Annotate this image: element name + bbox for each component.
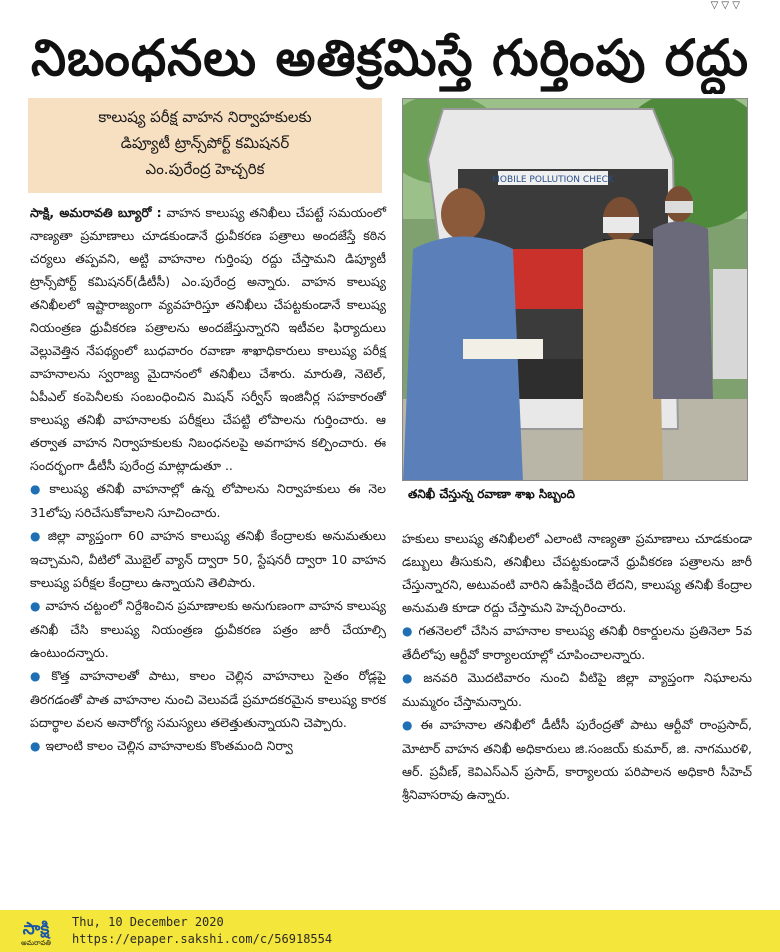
bullet-dot-icon: ● <box>30 529 43 543</box>
article-headline: నిబంధనలు అతిక్రమిస్తే గుర్తింపు రద్దు <box>30 29 750 87</box>
bullet-text: కాలుష్య తనిఖీ వాహనాల్లో ఉన్న లోపాలను నిర్వాహకులు ఈ నెల 31లోపు సరిచేసుకోవాలని సూచించారు. <box>30 481 386 520</box>
bullet-item <box>30 524 386 594</box>
bullet-text: ఈ వాహనాల తనిఖీలో డీటీసీ పురేంద్రతో పాటు ఆర్టీవో రాంప్రసాద్, మోటార్ వాహన తనిఖీ అధికారులు జి.సంజయ్ కుమార్, జి. నాగమురళి, ఆర్. ప్రవీణ్, కెవిఎస్ఎన్ ప్రసాద్, కార్యాలయ పరిపాలన అధికారి సీహెచ్ శ్రీనివాసరావు ఉన్నారు. <box>402 717 752 802</box>
deck-line-2: డిప్యూటీ ట్రాన్స్‌పోర్ట్ కమిషనర్ <box>120 134 290 152</box>
bullet-text: కొత్త వాహనాలతో పాటు, కాలం చెల్లిన వాహనాలు సైతం రోడ్లపై తిరగడంతో పాత వాహనాల నుంచి వెలువడే ప్రమాదకరమైన కాలుష్య కారక పదార్థాల వలన అనారోగ్య సమస్యలు తలెత్తుతున్నాయని చెప్పారు. <box>30 668 386 730</box>
logo-text: సాక్షి <box>22 919 50 939</box>
inspection-photo-illustration <box>403 99 748 481</box>
sakshi-logo-icon[interactable] <box>8 914 64 948</box>
bullet-item <box>30 594 386 664</box>
dateline: సాక్షి, అమరావతి బ్యూరో : <box>30 205 162 220</box>
intro-paragraph <box>30 201 386 477</box>
bullet-dot-icon: ● <box>30 669 47 683</box>
bullet-dot-icon: ● <box>30 482 45 496</box>
bullet-dot-icon: ● <box>30 599 41 613</box>
article-deck <box>28 98 382 193</box>
bullet-item <box>402 713 752 806</box>
photo-caption: తనిఖీ చేస్తున్న రవాణా శాఖ సిబ్బంది <box>408 487 575 501</box>
bullet-text: గతనెలలో చేసిన వాహనాల కాలుష్య తనిఖీ రికార్డులను ప్రతినెలా 5వ తేదీలోపు ఆర్టీవో కార్యాలయాల్లో చూపించాలన్నారు. <box>402 623 752 662</box>
article-column-1 <box>30 201 386 758</box>
bullet-item <box>30 477 386 524</box>
continuation-paragraph: హకులు కాలుష్య తనిఖీలలో ఎలాంటి నాణ్యతా ప్రమాణాలు చూడకుండా డబ్బులు తీసుకుని, తనిఖీలు చేపట్టకుండానే ధ్రువీకరణ పత్రాలను జారీ చేస్తున్నారని, అటువంటి వారిని ఉపేక్షించేది లేదని, కాలుష్య తనిఖీ కేంద్రాల అనుమతి కూడా రద్దు చేస్తామని హెచ్చరించారు. <box>402 531 752 615</box>
article-photo <box>402 98 748 481</box>
bullet-text: వాహన చట్టంలో నిర్దేశించిన ప్రమాణాలకు అనుగుణంగా వాహన కాలుష్య తనిఖీ చేసి కాలుష్య నియంత్రణ ధ్రువీకరణ పత్రం జారీ చేయాల్సి ఉంటుందన్నారు. <box>30 598 386 660</box>
bullet-item <box>402 666 752 713</box>
intro-text: వాహన కాలుష్య తనిఖీలు చేపట్టే సమయంలో నాణ్యతా ప్రమాణాలు చూడకుండానే ధ్రువీకరణ పత్రాలు అందజేస్తే కఠిన చర్యలు తప్పవని, అట్టి వాహనాల గుర్తింపు రద్దు చేస్తామని డిప్యూటీ ట్రాన్స్‌పోర్ట్ కమిషనర్(డీటీసీ) ఎం.పురేంద్ర అన్నారు. వాహన కాలుష్య తనిఖీలలో ఇష్టారాజ్యంగా వ్యవహరిస్తూ తనిఖీలు చేపట్టకుండానే కాలుష్య నియంత్రణ ధ్రువీకరణ పత్రాలను అందజేస్తున్నారని ఇటీవల ఫిర్యాదులు వెల్లువెత్తిన నేపథ్యంలో బుధవారం రవాణా శాఖాధికారులు కాలుష్య పరీక్ష వాహనాలను స్వరాజ్య మైదానంలో తనిఖీలు చేశారు. మారుతి, నెటెల్, ఏపీఎల్ కంపెనీలకు సంబంధించిన మిషన్ సర్వీస్ ఇంజినీర్ల సహకారంతో కాలుష్య తనిఖీ వాహనాలకు పరీక్షలు చేపట్టి లోపాలను గుర్తించారు. ఆ తర్వాత వాహన నిర్వాహకులకు నిబంధనలపై అవగాహన కల్పించారు. ఈ సందర్భంగా డీటీసీ పురేంద్ర మాట్లాడుతూ .. <box>30 205 386 473</box>
deck-line-1: కాలుష్య పరీక్ష వాహన నిర్వాహకులకు <box>98 108 312 126</box>
article-column-2 <box>402 527 752 806</box>
bullet-dot-icon: ● <box>402 718 416 732</box>
deck-line-3: ఎం.పురేంద్ర హెచ్చరిక <box>145 160 265 178</box>
bullet-text: జిల్లా వ్యాప్తంగా 60 వాహన కాలుష్య తనిఖీ కేంద్రాలకు అనుమతులు ఇచ్చామని, వీటిలో మొబైల్ వ్యాన్ ద్వారా 50, స్టేషనరీ ద్వారా 10 వాహన కాలుష్య పరీక్షల కేంద్రాలు ఉన్నాయని తెలిపారు. <box>30 528 386 590</box>
van-sign-text: MOBILE POLLUTION CHECK <box>492 175 614 185</box>
page-corner-mark: ▽ ▽ ▽ <box>710 0 740 11</box>
footer-url-link[interactable]: https://epaper.sakshi.com/c/56918554 <box>72 932 333 946</box>
footer-date: Thu, 10 December 2020 <box>72 915 224 929</box>
bullet-dot-icon: ● <box>402 624 414 638</box>
bullet-dot-icon: ● <box>402 671 419 685</box>
bullet-item <box>402 619 752 666</box>
bullet-dot-icon: ● <box>30 739 41 753</box>
bullet-text: ఇలాంటి కాలం చెల్లిన వాహనాలకు కొంతమంది నిర్వా <box>45 738 293 753</box>
bullet-item <box>30 734 386 758</box>
logo-subtext: అమరావతి <box>21 939 51 947</box>
bullet-text: జనవరి మొదటివారం నుంచి వీటిపై జిల్లా వ్యాప్తంగా నిఘాలను ముమ్మరం చేస్తామన్నారు. <box>402 670 752 709</box>
bullet-item <box>30 664 386 734</box>
footer-bar <box>0 910 780 952</box>
